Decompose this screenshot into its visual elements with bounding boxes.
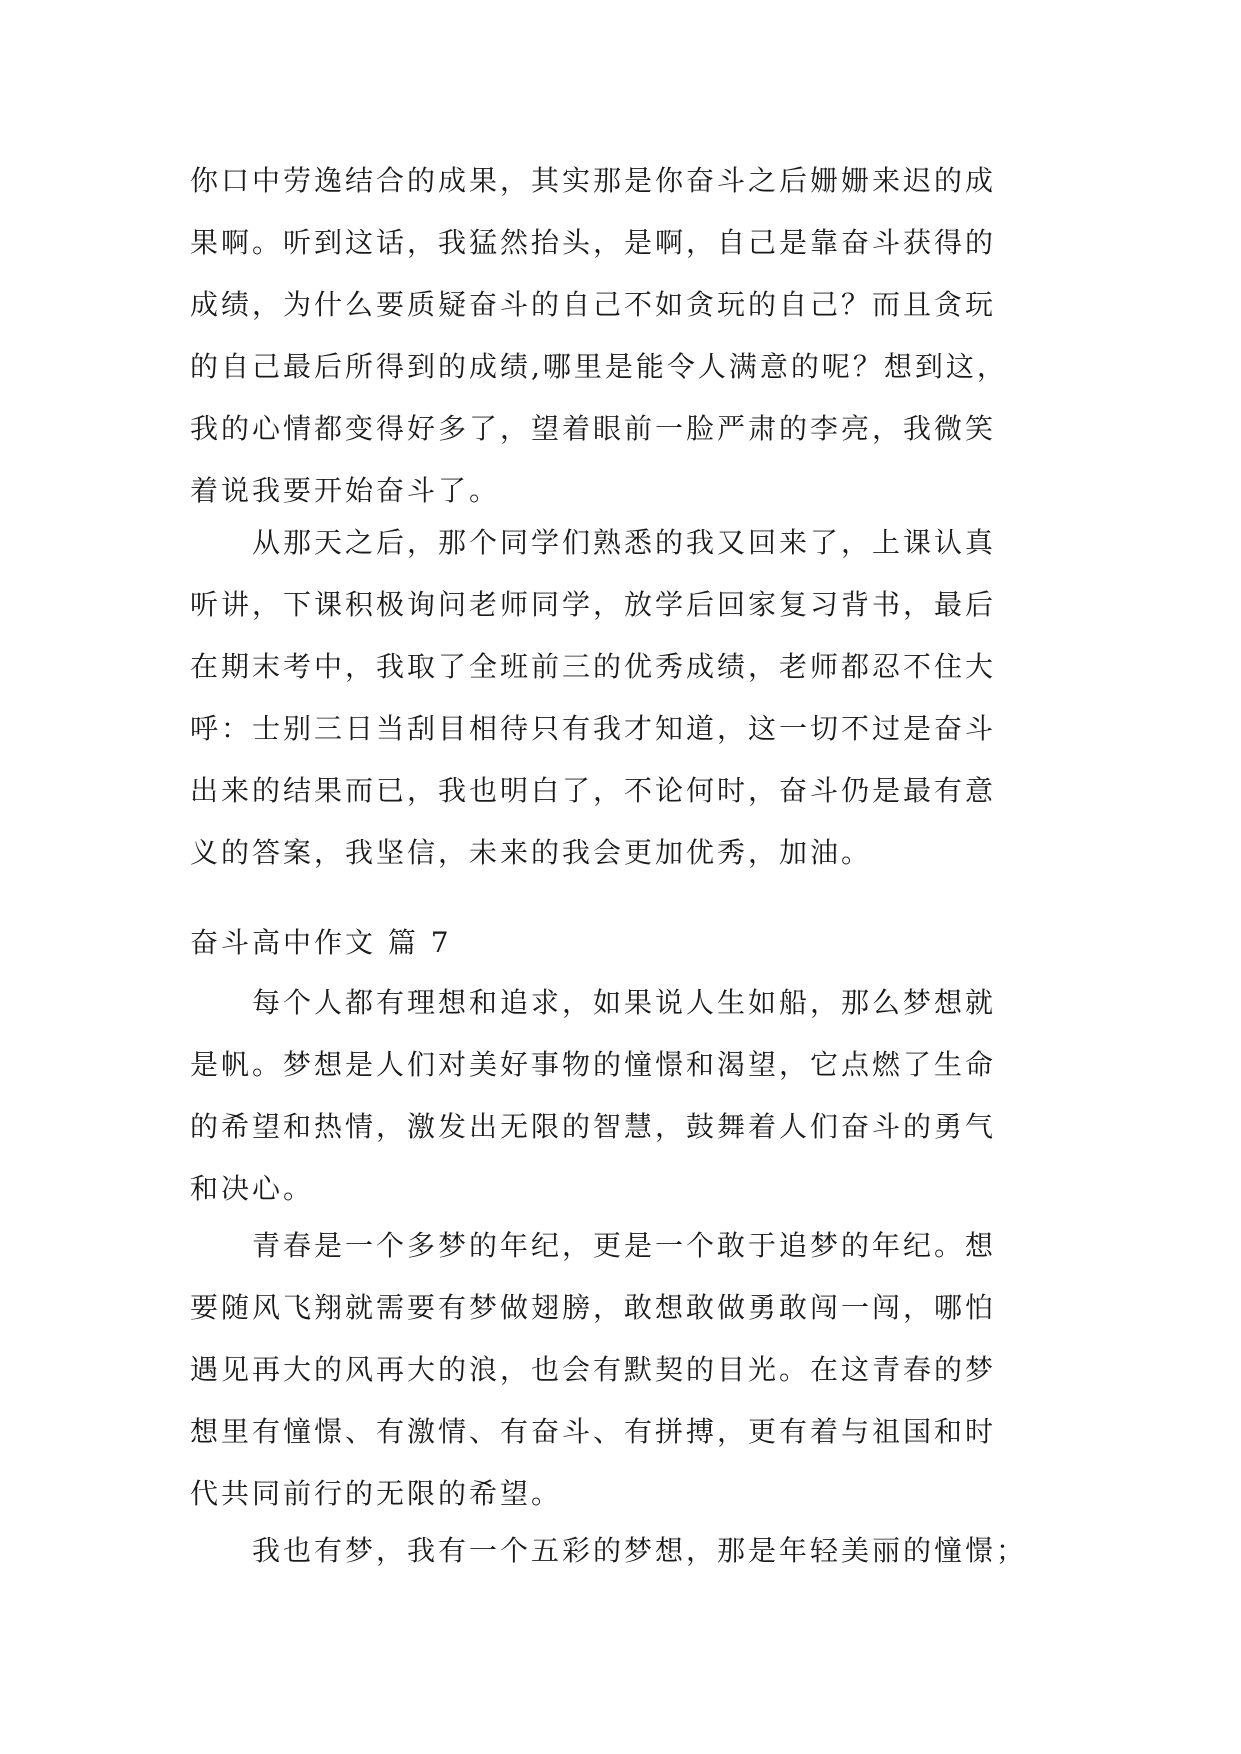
paragraph-youth	[190, 1215, 1060, 1525]
text-line: 在期末考中，我取了全班前三的优秀成绩，老师都忍不住大	[190, 650, 997, 683]
paragraph-continuation	[190, 150, 1060, 522]
text-line: 代共同前行的无限的希望。	[190, 1477, 563, 1510]
paragraph-conclusion	[190, 512, 1060, 884]
section-heading: 奋斗高中作文 篇 7	[190, 926, 452, 959]
text-line: 听讲，下课积极询问老师同学，放学后回家复习背书，最后	[190, 588, 997, 621]
text-line: 果啊。听到这话，我猛然抬头，是啊，自己是靠奋斗获得的	[190, 226, 997, 259]
paragraph-dreams-intro	[190, 972, 1060, 1220]
text-line: 从那天之后，那个同学们熟悉的我又回来了，上课认真	[190, 526, 997, 559]
text-line: 和决心。	[190, 1172, 315, 1205]
text-line: 我的心情都变得好多了，望着眼前一脸严肃的李亮，我微笑	[190, 412, 997, 445]
text-line: 呼：士别三日当刮目相待只有我才知道，这一切不过是奋斗	[190, 712, 997, 745]
text-line: 的希望和热情，激发出无限的智慧，鼓舞着人们奋斗的勇气	[190, 1110, 997, 1143]
text-line: 你口中劳逸结合的成果，其实那是你奋斗之后姗姗来迟的成	[190, 164, 997, 197]
text-line: 成绩，为什么要质疑奋斗的自己不如贪玩的自己？而且贪玩	[190, 288, 997, 321]
text-line: 的自己最后所得到的成绩,哪里是能令人满意的呢？想到这，	[190, 350, 1008, 383]
text-line: 着说我要开始奋斗了。	[190, 474, 501, 507]
text-line: 要随风飞翔就需要有梦做翅膀，敢想敢做勇敢闯一闯，哪怕	[190, 1291, 997, 1324]
text-line: 遇见再大的风再大的浪，也会有默契的目光。在这青春的梦	[190, 1353, 997, 1386]
text-line: 是帆。梦想是人们对美好事物的憧憬和渴望，它点燃了生命	[190, 1048, 997, 1081]
paragraph-my-dream	[190, 1520, 1060, 1582]
text-line: 每个人都有理想和追求，如果说人生如船，那么梦想就	[190, 986, 997, 1019]
text-line: 想里有憧憬、有激情、有奋斗、有拼搏，更有着与祖国和时	[190, 1415, 997, 1448]
text-line: 青春是一个多梦的年纪，更是一个敢于追梦的年纪。想	[190, 1229, 997, 1262]
text-line: 出来的结果而已，我也明白了，不论何时，奋斗仍是最有意	[190, 774, 997, 807]
text-line: 我也有梦，我有一个五彩的梦想，那是年轻美丽的憧憬；	[190, 1534, 1028, 1567]
text-line: 义的答案，我坚信，未来的我会更加优秀，加油。	[190, 836, 873, 869]
